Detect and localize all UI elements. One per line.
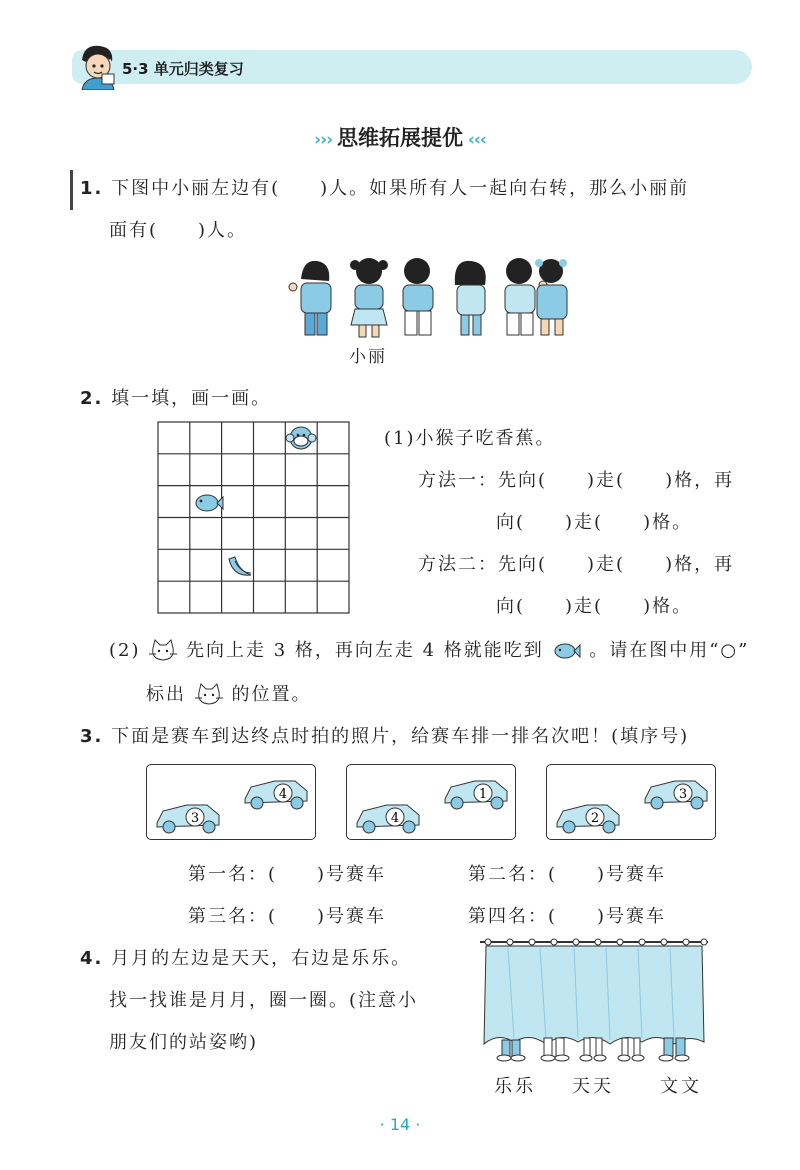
- name-label-wenwen: 文文: [660, 1076, 702, 1097]
- q3-text: 下面是赛车到达终点时拍的照片，给赛车排一排名次吧！(填序号): [111, 726, 690, 747]
- grid-board: [157, 421, 350, 614]
- race-car-back: [445, 781, 507, 809]
- race-car-front: [157, 805, 219, 833]
- feet-tiantian: [541, 1038, 569, 1061]
- q4-line3: 朋友们的站姿哟): [109, 1032, 259, 1053]
- feet-person4: [618, 1038, 644, 1061]
- car-number: 4: [390, 811, 400, 826]
- q2-sub2-text-a: 先向上走 3 格，再向左走 4 格就能吃到: [185, 640, 544, 661]
- q2-sub1-title: (1)小猴子吃香蕉。: [384, 428, 556, 449]
- q2-number: 2.: [80, 388, 104, 409]
- q2-method1-line2: 向( )走( )格。: [496, 512, 693, 533]
- q3-line: [80, 722, 689, 748]
- q2-sub2-text-b: 。请在图中用“○”: [589, 640, 750, 661]
- car-number: 4: [278, 787, 288, 802]
- name-label-lele: 乐乐: [494, 1076, 536, 1097]
- chevron-left-icon: ‹‹‹: [463, 130, 486, 150]
- feet-middle: [580, 1038, 606, 1061]
- q1-line1: [80, 174, 689, 200]
- child-4: [455, 261, 486, 335]
- banana-icon: [229, 557, 251, 575]
- chevron-right-icon: ›››: [314, 130, 337, 150]
- race-car-back: [645, 781, 707, 809]
- q4-line2: 找一找谁是月月，圈一圈。(注意小: [109, 990, 419, 1011]
- race-car-front: [557, 805, 619, 833]
- section-title: [0, 122, 800, 152]
- q4-text-line1: 月月的左边是天天，右边是乐乐。: [111, 948, 412, 969]
- q3-blank-3: 第三名：( )号赛车: [188, 906, 387, 927]
- q3-number: 3.: [80, 726, 104, 747]
- car-number: 1: [478, 787, 488, 802]
- q1-line2: 面有( )人。: [109, 220, 248, 241]
- q2-intro-text: 填一填，画一画。: [111, 388, 272, 409]
- car-number: 3: [190, 811, 200, 826]
- question-marker: [70, 170, 73, 210]
- child-2-xiaoli: [350, 258, 388, 337]
- q2-sub2-line1: [109, 636, 749, 663]
- child-6: [535, 259, 567, 335]
- q4-line1: [80, 944, 411, 970]
- child-3: [403, 258, 433, 335]
- children-illustration: [285, 255, 575, 347]
- race-photo-1: [146, 764, 316, 840]
- car-number: 2: [590, 811, 600, 826]
- cat-icon: [148, 639, 178, 663]
- q2-sub2-line2: [146, 680, 311, 707]
- q2-method2-line1: 方法二：先向( )走( )格，再: [418, 554, 735, 575]
- car-number: 3: [678, 787, 688, 802]
- race-cars: [347, 765, 515, 839]
- section-title-text: 思维拓展提优: [337, 126, 463, 150]
- header-text: 5·3 单元归类复习: [122, 60, 244, 78]
- q2-intro: [80, 384, 271, 410]
- q2-method1-line1: 方法一：先向( )走( )格，再: [418, 470, 735, 491]
- race-cars: [147, 765, 315, 839]
- xiaoli-caption: 小丽: [349, 347, 387, 367]
- fish-icon: [552, 639, 582, 663]
- q3-blank-4: 第四名：( )号赛车: [468, 906, 667, 927]
- race-photo-3: [546, 764, 716, 840]
- q2-sub2-text-d: 的位置。: [231, 684, 312, 705]
- q2-method2-line2: 向( )走( )格。: [496, 596, 693, 617]
- q2-sub2-label: (2): [109, 640, 141, 661]
- boy-mascot-icon: [74, 42, 120, 90]
- q2-sub2-text-c: 标出: [146, 684, 186, 705]
- q3-blank-2: 第二名：( )号赛车: [468, 864, 667, 885]
- q1-text-line1: 下图中小丽左边有( )人。如果所有人一起向右转，那么小丽前: [111, 178, 690, 199]
- name-label-tiantian: 天天: [572, 1076, 614, 1097]
- feet-lele: [497, 1040, 525, 1061]
- page-number: · 14 ·: [379, 1115, 421, 1134]
- race-photo-2: [346, 764, 516, 840]
- cat-icon: [194, 683, 224, 707]
- race-car-back: [245, 781, 307, 809]
- curtain-illustration: [478, 934, 710, 1066]
- monkey-icon: [286, 427, 316, 449]
- q1-number: 1.: [80, 178, 104, 199]
- q4-number: 4.: [80, 948, 104, 969]
- child-1: [289, 261, 331, 335]
- fish-icon: [196, 495, 223, 511]
- race-cars: [547, 765, 715, 839]
- race-car-front: [357, 805, 419, 833]
- q3-blank-1: 第一名：( )号赛车: [188, 864, 387, 885]
